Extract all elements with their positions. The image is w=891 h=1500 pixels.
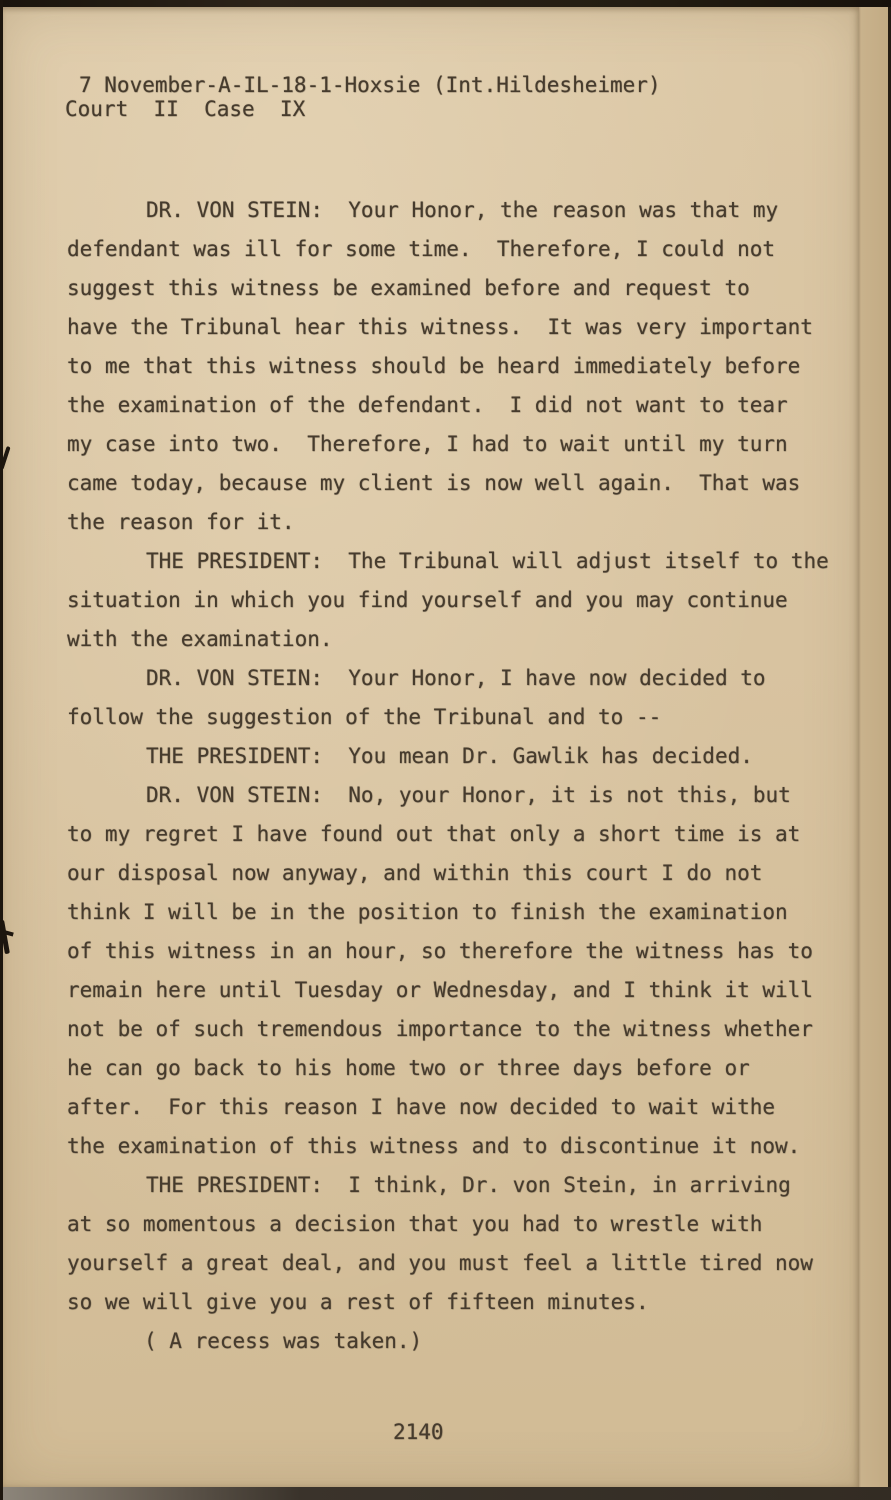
transcript-line: not be of such tremendous importance to the witness whether [67, 1017, 813, 1041]
transcript-line: of this witness in an hour, so therefore the witness has to [67, 939, 813, 963]
transcript-lines [67, 191, 827, 1361]
transcript-line: so we will give you a rest of fifteen minutes. [67, 1290, 649, 1314]
transcript-line: our disposal now anyway, and within this court I do not [67, 861, 763, 885]
transcript-line: at so momentous a decision that you had to wrestle with [67, 1212, 763, 1236]
transcript-line: DR. VON STEIN: No, your Honor, it is not this, but [146, 783, 791, 807]
scan-left-edge [0, 0, 3, 1500]
transcript-line: THE PRESIDENT: The Tribunal will adjust itself to the [146, 549, 829, 573]
transcript-line: to me that this witness should be heard immediately before [67, 354, 801, 378]
transcript-line: remain here until Tuesday or Wednesday, and I think it will [67, 978, 813, 1002]
transcript-line: follow the suggestion of the Tribunal and to -- [67, 705, 662, 729]
page-number: 2140 [393, 1420, 444, 1444]
transcript-line: defendant was ill for some time. Therefore, I could not [67, 237, 776, 261]
header-case-reference: 7 November-A-IL-18-1-Hoxsie (Int.Hildesheimer) [79, 73, 661, 97]
scan-top-edge [0, 0, 891, 7]
transcript-line: the reason for it. [67, 510, 295, 534]
transcript-line: with the examination. [67, 627, 333, 651]
transcript-line: THE PRESIDENT: I think, Dr. von Stein, in arriving [146, 1173, 791, 1197]
transcript-line: situation in which you find yourself and you may continue [67, 588, 788, 612]
transcript-line: he can go back to his home two or three days before or [67, 1056, 750, 1080]
transcript-line: the examination of this witness and to discontinue it now. [67, 1134, 801, 1158]
transcript-line: to my regret I have found out that only a short time is at [67, 822, 801, 846]
header-court-case: Court II Case IX [65, 97, 306, 121]
transcript-line: have the Tribunal hear this witness. It was very important [67, 315, 813, 339]
transcript-line: my case into two. Therefore, I had to wait until my turn [67, 432, 788, 456]
transcript-line: DR. VON STEIN: Your Honor, the reason was that my [146, 198, 779, 222]
transcript-line: after. For this reason I have now decided to wait withe [67, 1095, 776, 1119]
transcript-line: ( A recess was taken.) [144, 1329, 423, 1353]
document-header [65, 73, 661, 121]
transcript-line: the examination of the defendant. I did not want to tear [67, 393, 788, 417]
scan-bottom-edge [0, 1487, 891, 1500]
transcript-line: yourself a great deal, and you must feel a little tired now [67, 1251, 813, 1275]
paper-sheet [2, 7, 859, 1487]
transcript-line: came today, because my client is now well again. That was [67, 471, 801, 495]
transcript-line: think I will be in the position to finish the examination [67, 900, 788, 924]
transcript-line: suggest this witness be examined before and request to [67, 276, 750, 300]
transcript-line: DR. VON STEIN: Your Honor, I have now decided to [146, 666, 766, 690]
underlying-page-edge [856, 4, 888, 1490]
transcript-line: THE PRESIDENT: You mean Dr. Gawlik has decided. [146, 744, 753, 768]
